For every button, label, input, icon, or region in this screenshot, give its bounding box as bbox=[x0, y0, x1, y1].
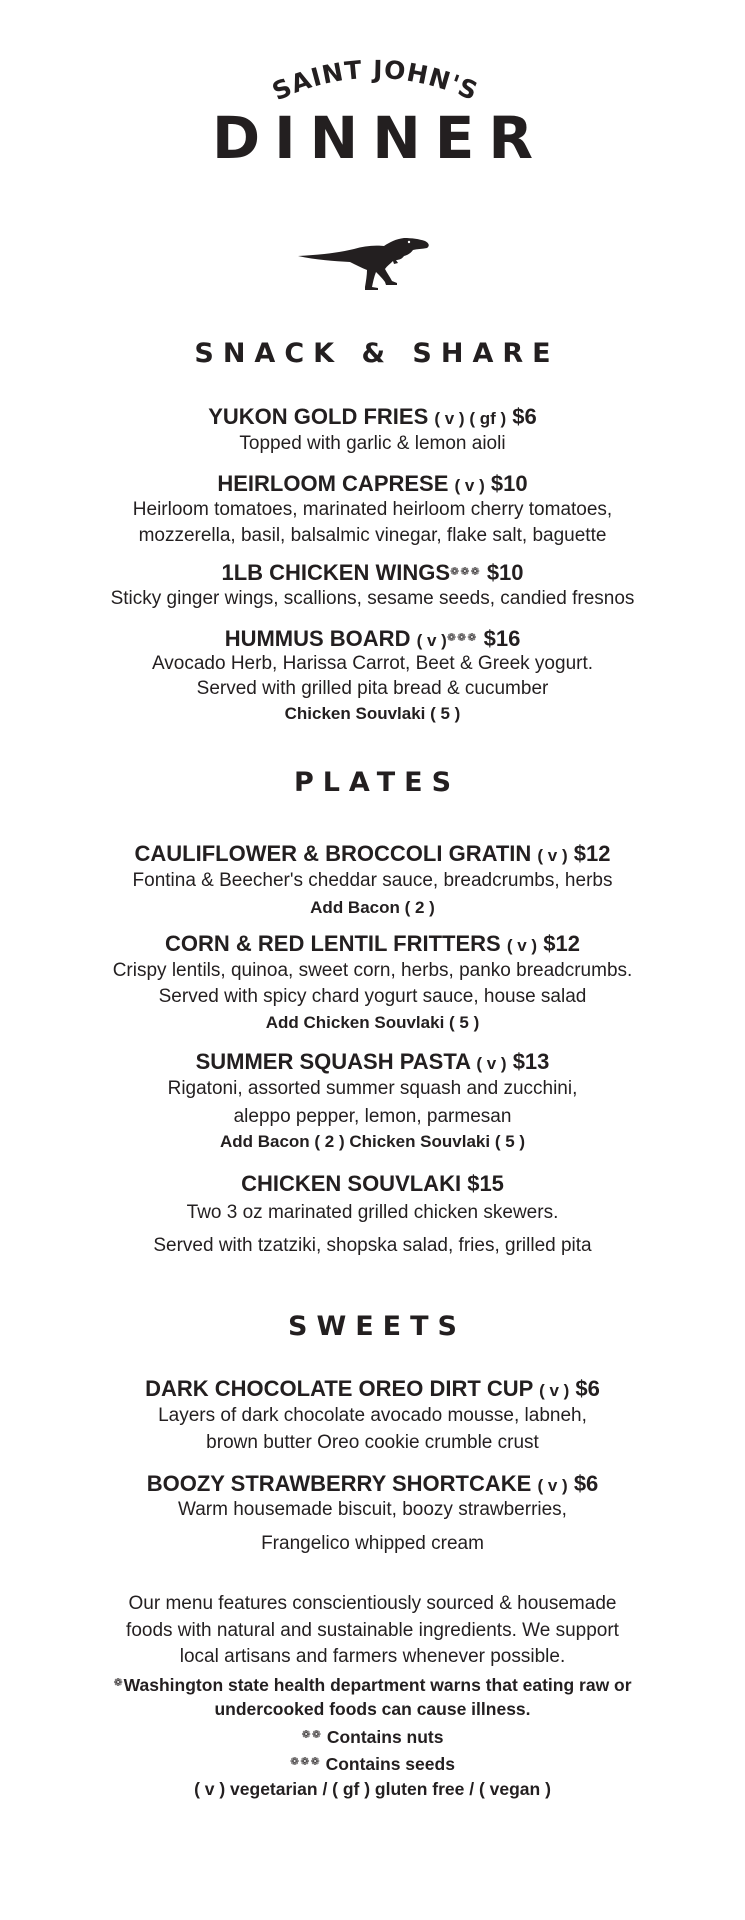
health-warning bbox=[0, 1670, 745, 1698]
warning-marker: ❁ bbox=[113, 1677, 124, 1689]
item-tags: ( v ) bbox=[476, 1054, 507, 1073]
dinosaur-icon bbox=[298, 238, 430, 290]
item-tags: ( v ) bbox=[506, 936, 538, 955]
item-addon: Add Bacon ( 2 ) bbox=[310, 898, 435, 917]
item-description: aleppo pepper, lemon, parmesan bbox=[233, 1106, 512, 1127]
item-description: Crispy lentils, quinoa, sweet corn, herbs, panko breadcrumbs. bbox=[112, 960, 633, 981]
menu-item-chicken-souvlaki bbox=[0, 1170, 745, 1198]
seeds-marker: ❁❁❁ bbox=[290, 1756, 321, 1768]
sourcing-note: foods with natural and sustainable ingredients. We support bbox=[126, 1620, 619, 1641]
item-price: $10 bbox=[490, 471, 528, 496]
restaurant-name-arc bbox=[0, 58, 745, 108]
item-addon: Add Bacon ( 2 ) Chicken Souvlaki ( 5 ) bbox=[219, 1132, 526, 1151]
item-description: brown butter Oreo cookie crumble crust bbox=[206, 1432, 539, 1453]
item-description: mozzerella, basil, balsalmic vinegar, flake salt, baguette bbox=[138, 525, 607, 546]
item-price: $12 bbox=[543, 931, 580, 956]
item-addon: Add Chicken Souvlaki ( 5 ) bbox=[265, 1013, 480, 1032]
item-description: Avocado Herb, Harissa Carrot, Beet & Greek yogurt. bbox=[151, 653, 594, 674]
item-tags: ( v ) bbox=[416, 631, 447, 650]
menu-item-yukon-gold-fries bbox=[0, 403, 745, 433]
item-description: Fontina & Beecher's cheddar sauce, breadcrumbs, herbs bbox=[132, 870, 613, 891]
item-name: 1LB CHICKEN WINGS bbox=[221, 560, 451, 585]
item-price: $10 bbox=[486, 560, 524, 585]
seeds-legend-text: Contains seeds bbox=[325, 1754, 455, 1774]
svg-text:SAINT JOHN'S bbox=[268, 58, 483, 106]
item-description: Warm housemade biscuit, boozy strawberries, bbox=[178, 1499, 567, 1520]
item-price: $12 bbox=[573, 841, 611, 866]
health-warning-text-2: undercooked foods can cause illness. bbox=[214, 1699, 531, 1719]
item-price: $6 bbox=[573, 1471, 599, 1496]
item-description: Served with spicy chard yogurt sauce, house salad bbox=[158, 986, 587, 1007]
seeds-legend bbox=[0, 1749, 745, 1777]
item-name: CHICKEN SOUVLAKI bbox=[241, 1171, 462, 1196]
menu-title: DINNER bbox=[211, 104, 548, 172]
section-title-sweets: SWEETS bbox=[288, 1311, 466, 1342]
item-tags: ( v ) bbox=[454, 476, 485, 495]
item-name: CORN & RED LENTIL FRITTERS bbox=[165, 931, 501, 956]
item-description: Topped with garlic & lemon aioli bbox=[239, 433, 506, 454]
sourcing-note: Our menu features conscientiously sourced & housemade bbox=[128, 1593, 617, 1614]
item-price: $13 bbox=[512, 1049, 550, 1074]
item-name: BOOZY STRAWBERRY SHORTCAKE bbox=[146, 1471, 532, 1496]
nuts-marker: ❁❁ bbox=[301, 1729, 322, 1741]
item-description: Served with tzatziki, shopska salad, fries, grilled pita bbox=[153, 1235, 592, 1256]
item-name: DARK CHOCOLATE OREO DIRT CUP bbox=[145, 1376, 533, 1401]
item-description: Sticky ginger wings, scallions, sesame seeds, candied fresnos bbox=[110, 588, 635, 609]
sourcing-note: local artisans and farmers whenever possible. bbox=[179, 1646, 566, 1667]
item-description: Layers of dark chocolate avocado mousse, labneh, bbox=[158, 1405, 587, 1426]
item-name: HUMMUS BOARD bbox=[224, 626, 411, 651]
item-description: Heirloom tomatoes, marinated heirloom cherry tomatoes, bbox=[132, 499, 613, 520]
item-name: CAULIFLOWER & BROCCOLI GRATIN bbox=[134, 841, 532, 866]
item-name: YUKON GOLD FRIES bbox=[208, 404, 429, 429]
seeds-marker: ❁❁❁ bbox=[450, 566, 481, 578]
item-tags: ( v ) bbox=[537, 1476, 568, 1495]
item-price: $6 bbox=[575, 1376, 600, 1401]
menu-item-chicken-wings bbox=[0, 558, 745, 587]
item-tags: ( v ) bbox=[537, 846, 568, 865]
seeds-marker: ❁❁❁ bbox=[446, 632, 478, 644]
item-price: $6 bbox=[512, 404, 537, 429]
item-name: SUMMER SQUASH PASTA bbox=[195, 1049, 471, 1074]
item-tags: ( v ) bbox=[539, 1381, 570, 1400]
item-description: Served with grilled pita bread & cucumber bbox=[196, 678, 549, 699]
menu-header bbox=[0, 58, 745, 172]
item-name: HEIRLOOM CAPRESE bbox=[217, 471, 449, 496]
section-title-plates: PLATES bbox=[293, 767, 461, 798]
section-title-snack-share: SNACK & SHARE bbox=[194, 338, 560, 369]
menu-item-corn-lentil-fritters bbox=[0, 930, 745, 960]
item-addon: Chicken Souvlaki ( 5 ) bbox=[284, 704, 461, 723]
health-warning-text: Washington state health department warns that eating raw or bbox=[123, 1675, 632, 1695]
item-tags: ( v ) ( gf ) bbox=[434, 409, 507, 428]
restaurant-name: SAINT JOHN'S bbox=[267, 58, 483, 107]
menu-item-oreo-dirt-cup bbox=[0, 1375, 745, 1405]
menu-item-heirloom-caprese bbox=[0, 470, 745, 500]
diet-legend: ( v ) vegetarian / ( gf ) gluten free / ( vegan ) bbox=[194, 1779, 551, 1799]
menu-item-summer-squash-pasta bbox=[0, 1048, 745, 1078]
item-price: $16 bbox=[483, 626, 521, 651]
item-description: Rigatoni, assorted summer squash and zucchini, bbox=[167, 1078, 578, 1099]
nuts-legend-text: Contains nuts bbox=[326, 1727, 444, 1747]
item-price: $15 bbox=[467, 1171, 504, 1196]
menu-item-strawberry-shortcake bbox=[0, 1470, 745, 1500]
item-description: Two 3 oz marinated grilled chicken skewers. bbox=[186, 1202, 559, 1223]
item-description: Frangelico whipped cream bbox=[261, 1533, 484, 1554]
menu-item-cauliflower-gratin bbox=[0, 840, 745, 870]
nuts-legend bbox=[0, 1722, 745, 1750]
